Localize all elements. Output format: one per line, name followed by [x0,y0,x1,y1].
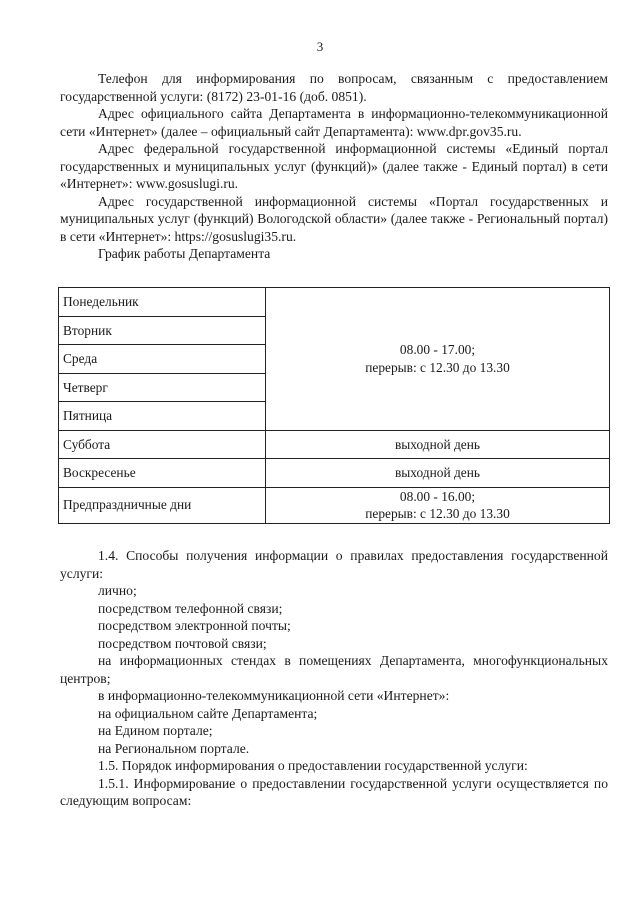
section-1-4-heading: 1.4. Способы получения информации о правилах предоставления государственной услуги: [60,548,608,581]
day-cell: Вторник [59,316,266,345]
weekday-hours: 08.00 - 17.00; [399,342,476,358]
day-cell: Среда [59,345,266,374]
regional-portal-paragraph: Адрес государственной информационной системы «Портал государственных и муниципальных услуг (функций) Вологодской области» (далее также - Региональный портал) в сети «Интернет»: https://gosuslugi35.ru. [60,193,608,244]
hours-cell: выходной день [266,459,610,488]
day-cell: Понедельник [59,288,266,317]
page-number: 3 [316,39,324,54]
contacts-section [60,70,608,263]
hours-cell [266,487,610,523]
section-1-5-1-paragraph: 1.5.1. Информирование о предоставлении государственной услуги осуществляется по следующим вопросам: [60,775,608,808]
day-cell: Предпраздничные дни [59,487,266,523]
weekday-hours-cell [266,288,610,431]
preholiday-break: перерыв: с 12.30 до 13.30 [365,506,510,521]
phone-paragraph: Телефон для информирования по вопросам, связанным с предоставлением государственной услуги: (8172) 23-01-16 (доб. 0851). [60,71,608,104]
section-1-5-heading: 1.5. Порядок информирования о предоставлении государственной услуги: [98,758,528,773]
federal-portal-paragraph: Адрес федеральной государственной информационной системы «Единый портал государственных и муниципальных услуг (функций)» (далее также - Единый портал) в сети «Интернет»: www.gosuslugi.ru. [60,141,608,191]
table-row [59,487,610,523]
list-item: посредством электронной почты; [98,618,291,633]
list-item: посредством телефонной связи; [98,600,283,616]
list-item: на официальном сайте Департамента; [98,705,318,721]
list-item: на Едином портале; [98,723,213,738]
schedule-table [58,287,610,524]
day-cell: Воскресенье [59,459,266,488]
website-paragraph: Адрес официального сайта Департамента в информационно-телекоммуникационной сети «Интернет» (далее – официальный сайт Департамента): www.dpr.gov35.ru. [60,106,608,139]
day-cell: Четверг [59,373,266,402]
table-row [59,288,610,317]
info-methods-section [60,547,608,810]
list-item: посредством почтовой связи; [98,635,267,651]
hours-cell: выходной день [266,430,610,459]
table-row [59,430,610,459]
day-cell: Суббота [59,430,266,459]
weekday-break: перерыв: с 12.30 до 13.30 [365,359,510,375]
list-item-internet: в информационно-телекоммуникационной сети «Интернет»: [98,688,450,703]
schedule-title: График работы Департамента [98,246,271,261]
list-item-stands: на информационных стендах в помещениях Департамента, многофункциональных центров; [60,653,608,686]
preholiday-hours: 08.00 - 16.00; [399,488,476,504]
list-item: лично; [98,583,137,598]
list-item: на Региональном портале. [98,740,250,756]
table-row [59,459,610,488]
day-cell: Пятница [59,402,266,431]
